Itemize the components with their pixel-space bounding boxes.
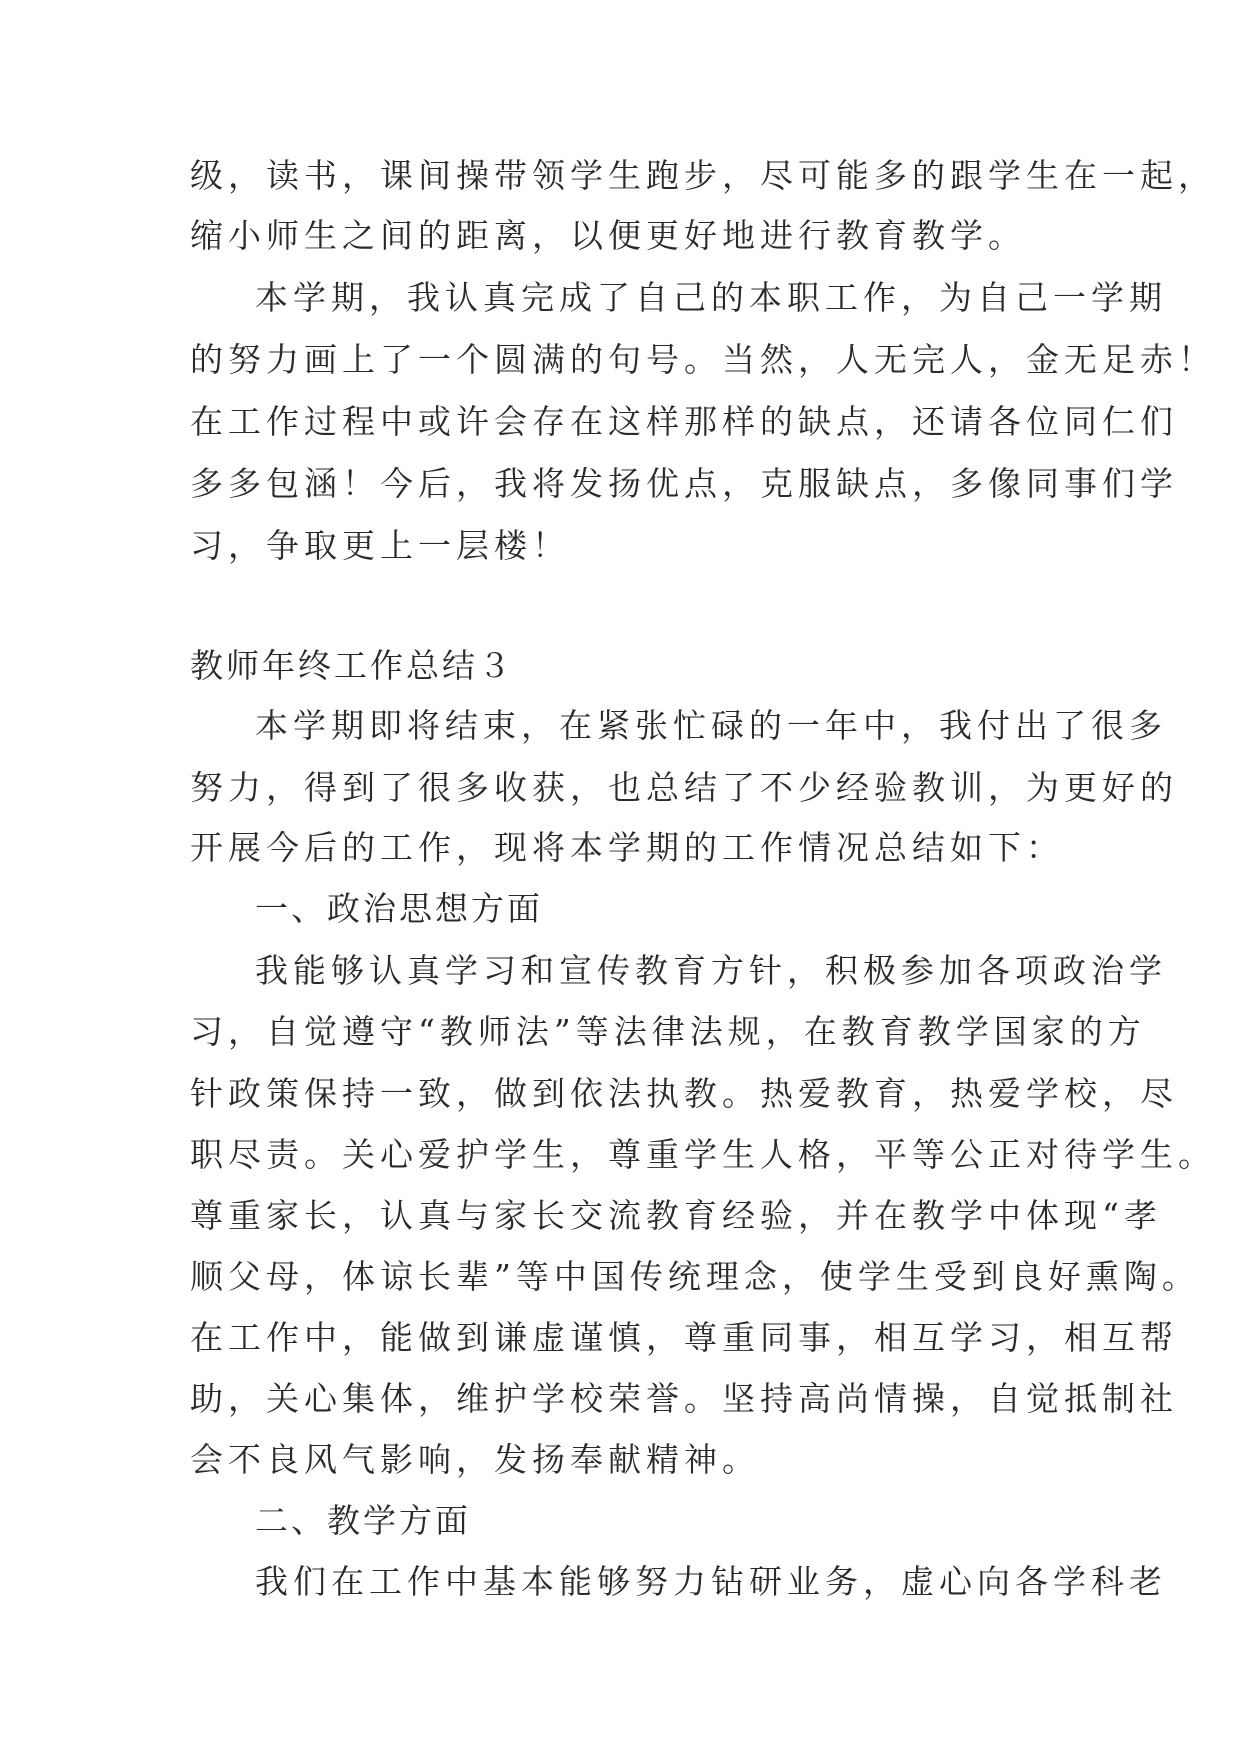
paragraph-line: 我能够认真学习和宣传教育方针，积极参加各项政治学 (255, 951, 1167, 990)
subheading-politics: 一、政治思想方面 (255, 889, 543, 928)
paragraph-line: 本学期即将结束，在紧张忙碌的一年中，我付出了很多 (255, 706, 1167, 745)
paragraph-line: 针政策保持一致，做到依法执教。热爱教育，热爱学校，尽 (190, 1074, 1178, 1113)
paragraph-line: 多多包涵！今后，我将发扬优点，克服缺点，多像同事们学 (190, 464, 1178, 503)
paragraph-line: 开展今后的工作，现将本学期的工作情况总结如下： (190, 828, 1064, 867)
paragraph-line: 级，读书，课间操带领学生跑步，尽可能多的跟学生在一起， (190, 156, 1216, 195)
paragraph-line: 尊重家长，认真与家长交流教育经验，并在教学中体现“孝 (190, 1196, 1162, 1235)
paragraph-line: 努力，得到了很多收获，也总结了不少经验教训，为更好的 (190, 768, 1178, 807)
paragraph-line: 顺父母，体谅长辈”等中国传统理念，使学生受到良好熏陶。 (190, 1257, 1200, 1296)
paragraph-line: 习，自觉遵守“教师法”等法律法规，在教育教学国家的方 (190, 1012, 1146, 1051)
paragraph-line: 本学期，我认真完成了自己的本职工作，为自己一学期 (255, 278, 1167, 317)
paragraph-line: 会不良风气影响，发扬奉献精神。 (190, 1440, 760, 1479)
paragraph-line: 在工作中，能做到谦虚谨慎，尊重同事，相互学习，相互帮 (190, 1318, 1178, 1357)
paragraph-line: 的努力画上了一个圆满的句号。当然，人无完人，金无足赤！ (190, 340, 1216, 379)
paragraph-line: 我们在工作中基本能够努力钻研业务，虚心向各学科老 (255, 1562, 1167, 1601)
paragraph-line: 在工作过程中或许会存在这样那样的缺点，还请各位同仁们 (190, 402, 1178, 441)
subheading-teaching: 二、教学方面 (255, 1501, 471, 1540)
paragraph-line: 助，关心集体，维护学校荣誉。坚持高尚情操，自觉抵制社 (190, 1379, 1178, 1418)
section-title: 教师年终工作总结３ (190, 646, 514, 685)
paragraph-line: 缩小师生之间的距离，以便更好地进行教育教学。 (190, 216, 1026, 255)
paragraph-line: 习，争取更上一层楼！ (190, 526, 570, 565)
paragraph-line: 职尽责。关心爱护学生，尊重学生人格，平等公正对待学生。 (190, 1135, 1216, 1174)
